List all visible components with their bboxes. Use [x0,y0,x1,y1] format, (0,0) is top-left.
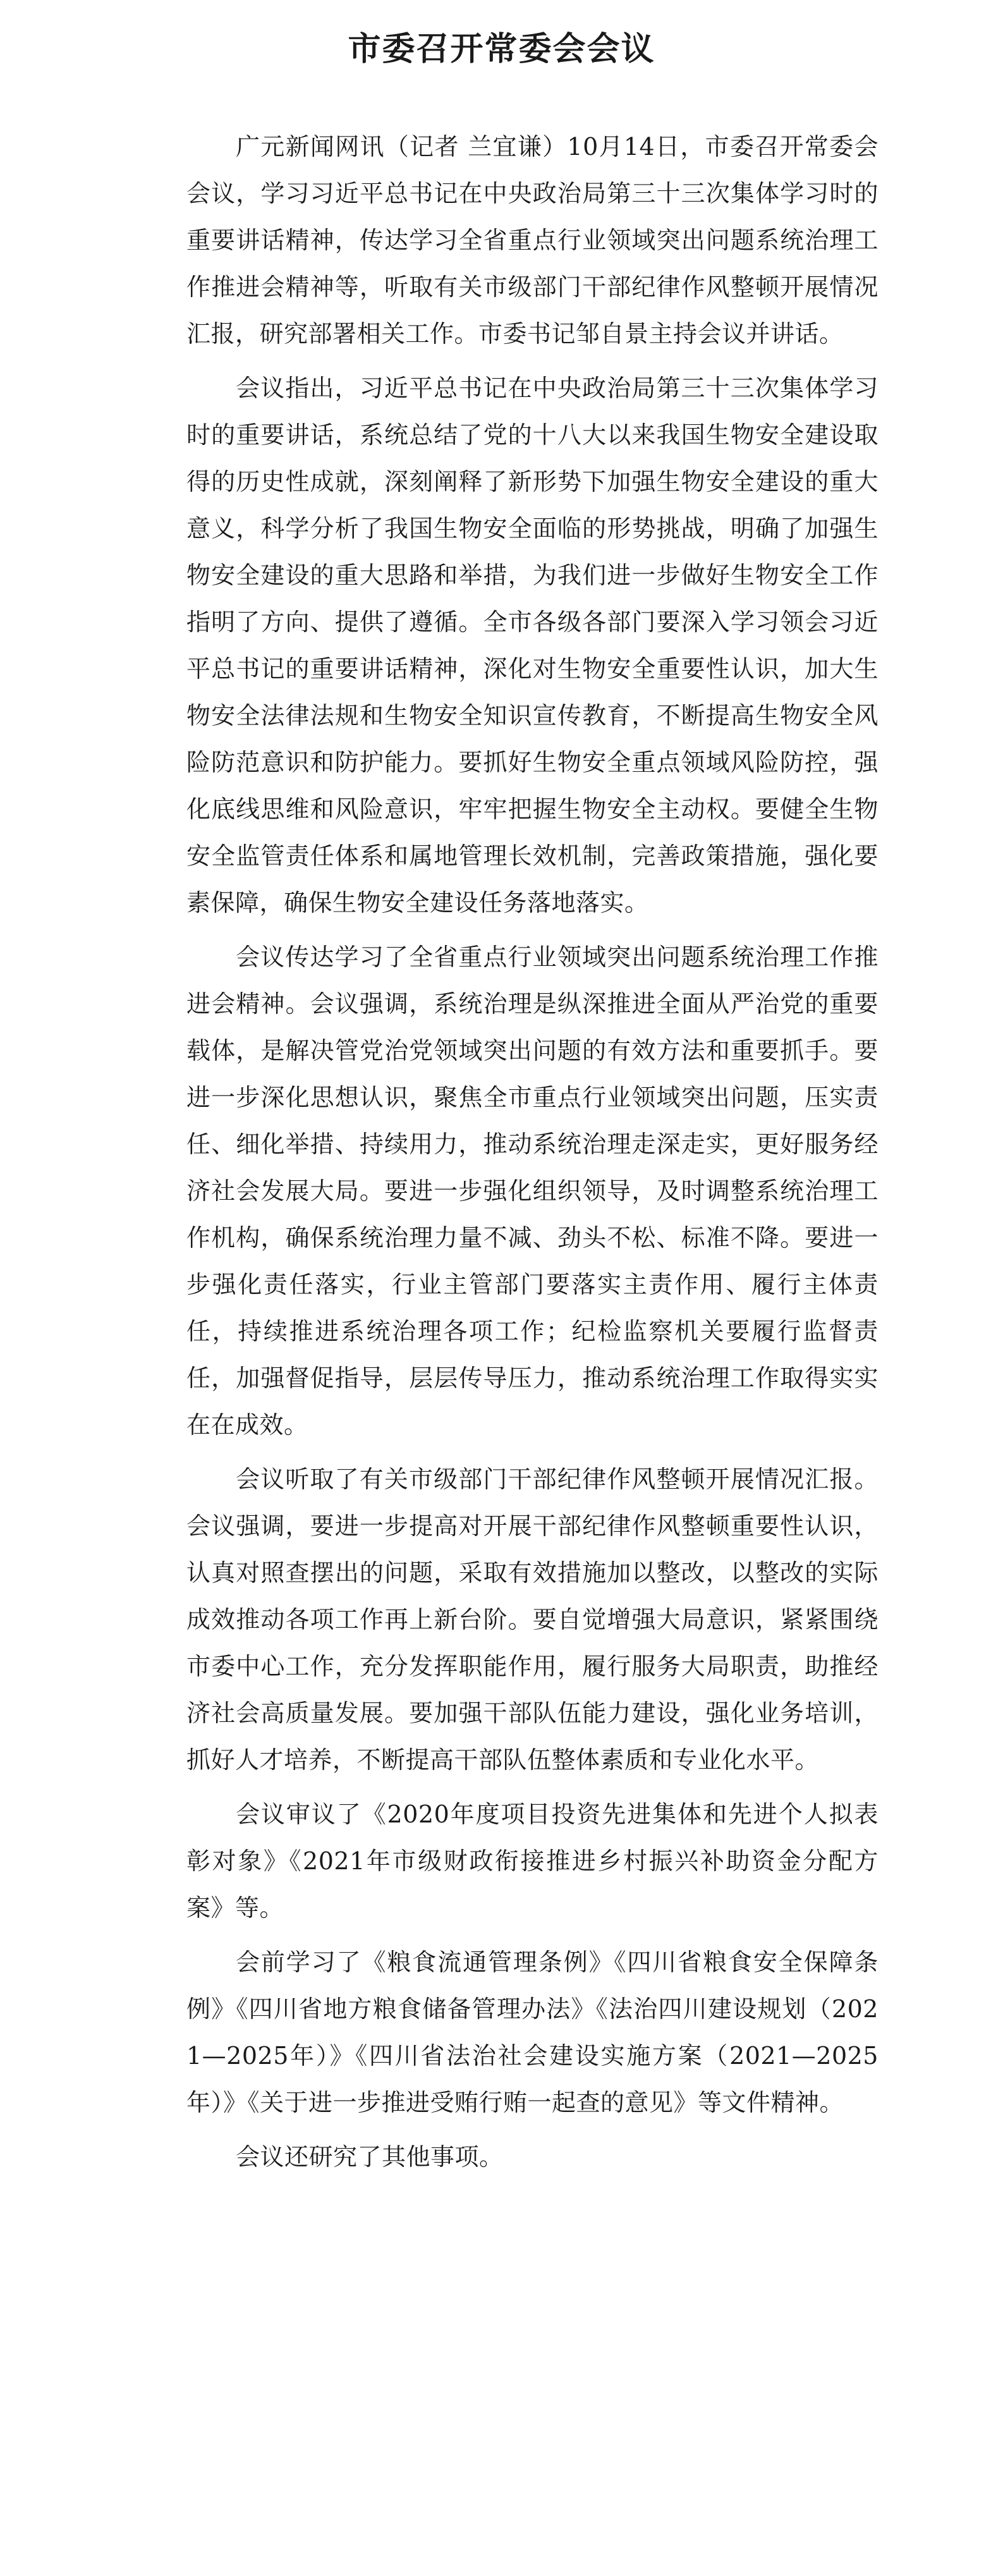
paragraph-intro: 广元新闻网讯（记者 兰宜谦）10月14日，市委召开常委会会议，学习习近平总书记在中央政治局第三十三次集体学习时的重要讲话精神，传达学习全省重点行业领域突出问题系统治理工作推进会精神等，听取有关市级部门干部纪律作风整顿开展情况汇报，研究部署相关工作。市委书记邹自景主持会议并讲话。 [186,133,878,348]
paragraph-systemic-governance: 会议传达学习了全省重点行业领域突出问题系统治理工作推进会精神。会议强调，系统治理是纵深推进全面从严治党的重要载体，是解决管党治党领域突出问题的有效方法和重要抓手。要进一步深化思想认识，聚焦全市重点行业领域突出问题，压实责任、细化举措、持续用力，推动系统治理走深走实，更好服务经济社会发展大局。要进一步强化组织领导，及时调整系统治理工作机构，确保系统治理力量不减、劲头不松、标准不降。要进一步强化责任落实，行业主管部门要落实主责作用、履行主体责任，持续推进系统治理各项工作；纪检监察机关要履行监督责任，加强督促指导，层层传导压力，推动系统治理工作取得实实在在成效。 [186,943,878,1439]
article-body [186,123,878,2188]
paragraph-other: 会议还研究了其他事项。 [236,2143,504,2171]
paragraph-review: 会议审议了《2020年度项目投资先进集体和先进个人拟表彰对象》《2021年市级财政衔接推进乡村振兴补助资金分配方案》等。 [186,1800,878,1922]
paragraph-biosecurity: 会议指出，习近平总书记在中央政治局第三十三次集体学习时的重要讲话，系统总结了党的十八大以来我国生物安全建设取得的历史性成就，深刻阐释了新形势下加强生物安全建设的重大意义，科学分析了我国生物安全面临的形势挑战，明确了加强生物安全建设的重大思路和举措，为我们进一步做好生物安全工作指明了方向、提供了遵循。全市各级各部门要深入学习领会习近平总书记的重要讲话精神，深化对生物安全重要性认识，加大生物安全法律法规和生物安全知识宣传教育，不断提高生物安全风险防范意识和防护能力。要抓好生物安全重点领域风险防控，强化底线思维和风险意识，牢牢把握生物安全主动权。要健全生物安全监管责任体系和属地管理长效机制，完善政策措施，强化要素保障，确保生物安全建设任务落地落实。 [186,374,878,917]
paragraph-discipline-rectification: 会议听取了有关市级部门干部纪律作风整顿开展情况汇报。会议强调，要进一步提高对开展干部纪律作风整顿重要性认识，认真对照查摆出的问题，采取有效措施加以整改，以整改的实际成效推动各项工作再上新台阶。要自觉增强大局意识，紧紧围绕市委中心工作，充分发挥职能作用，履行服务大局职责，助推经济社会高质量发展。要加强干部队伍能力建设，强化业务培训，抓好人才培养，不断提高干部队伍整体素质和专业化水平。 [186,1465,878,1774]
paragraph-study: 会前学习了《粮食流通管理条例》《四川省粮食安全保障条例》《四川省地方粮食储备管理办法》《法治四川建设规划（2021—2025年）》《四川省法治社会建设实施方案（2021—2025年）》《关于进一步推进受贿行贿一起查的意见》等文件精神。 [186,1948,878,2116]
article-title: 市委召开常委会会议 [348,29,655,68]
